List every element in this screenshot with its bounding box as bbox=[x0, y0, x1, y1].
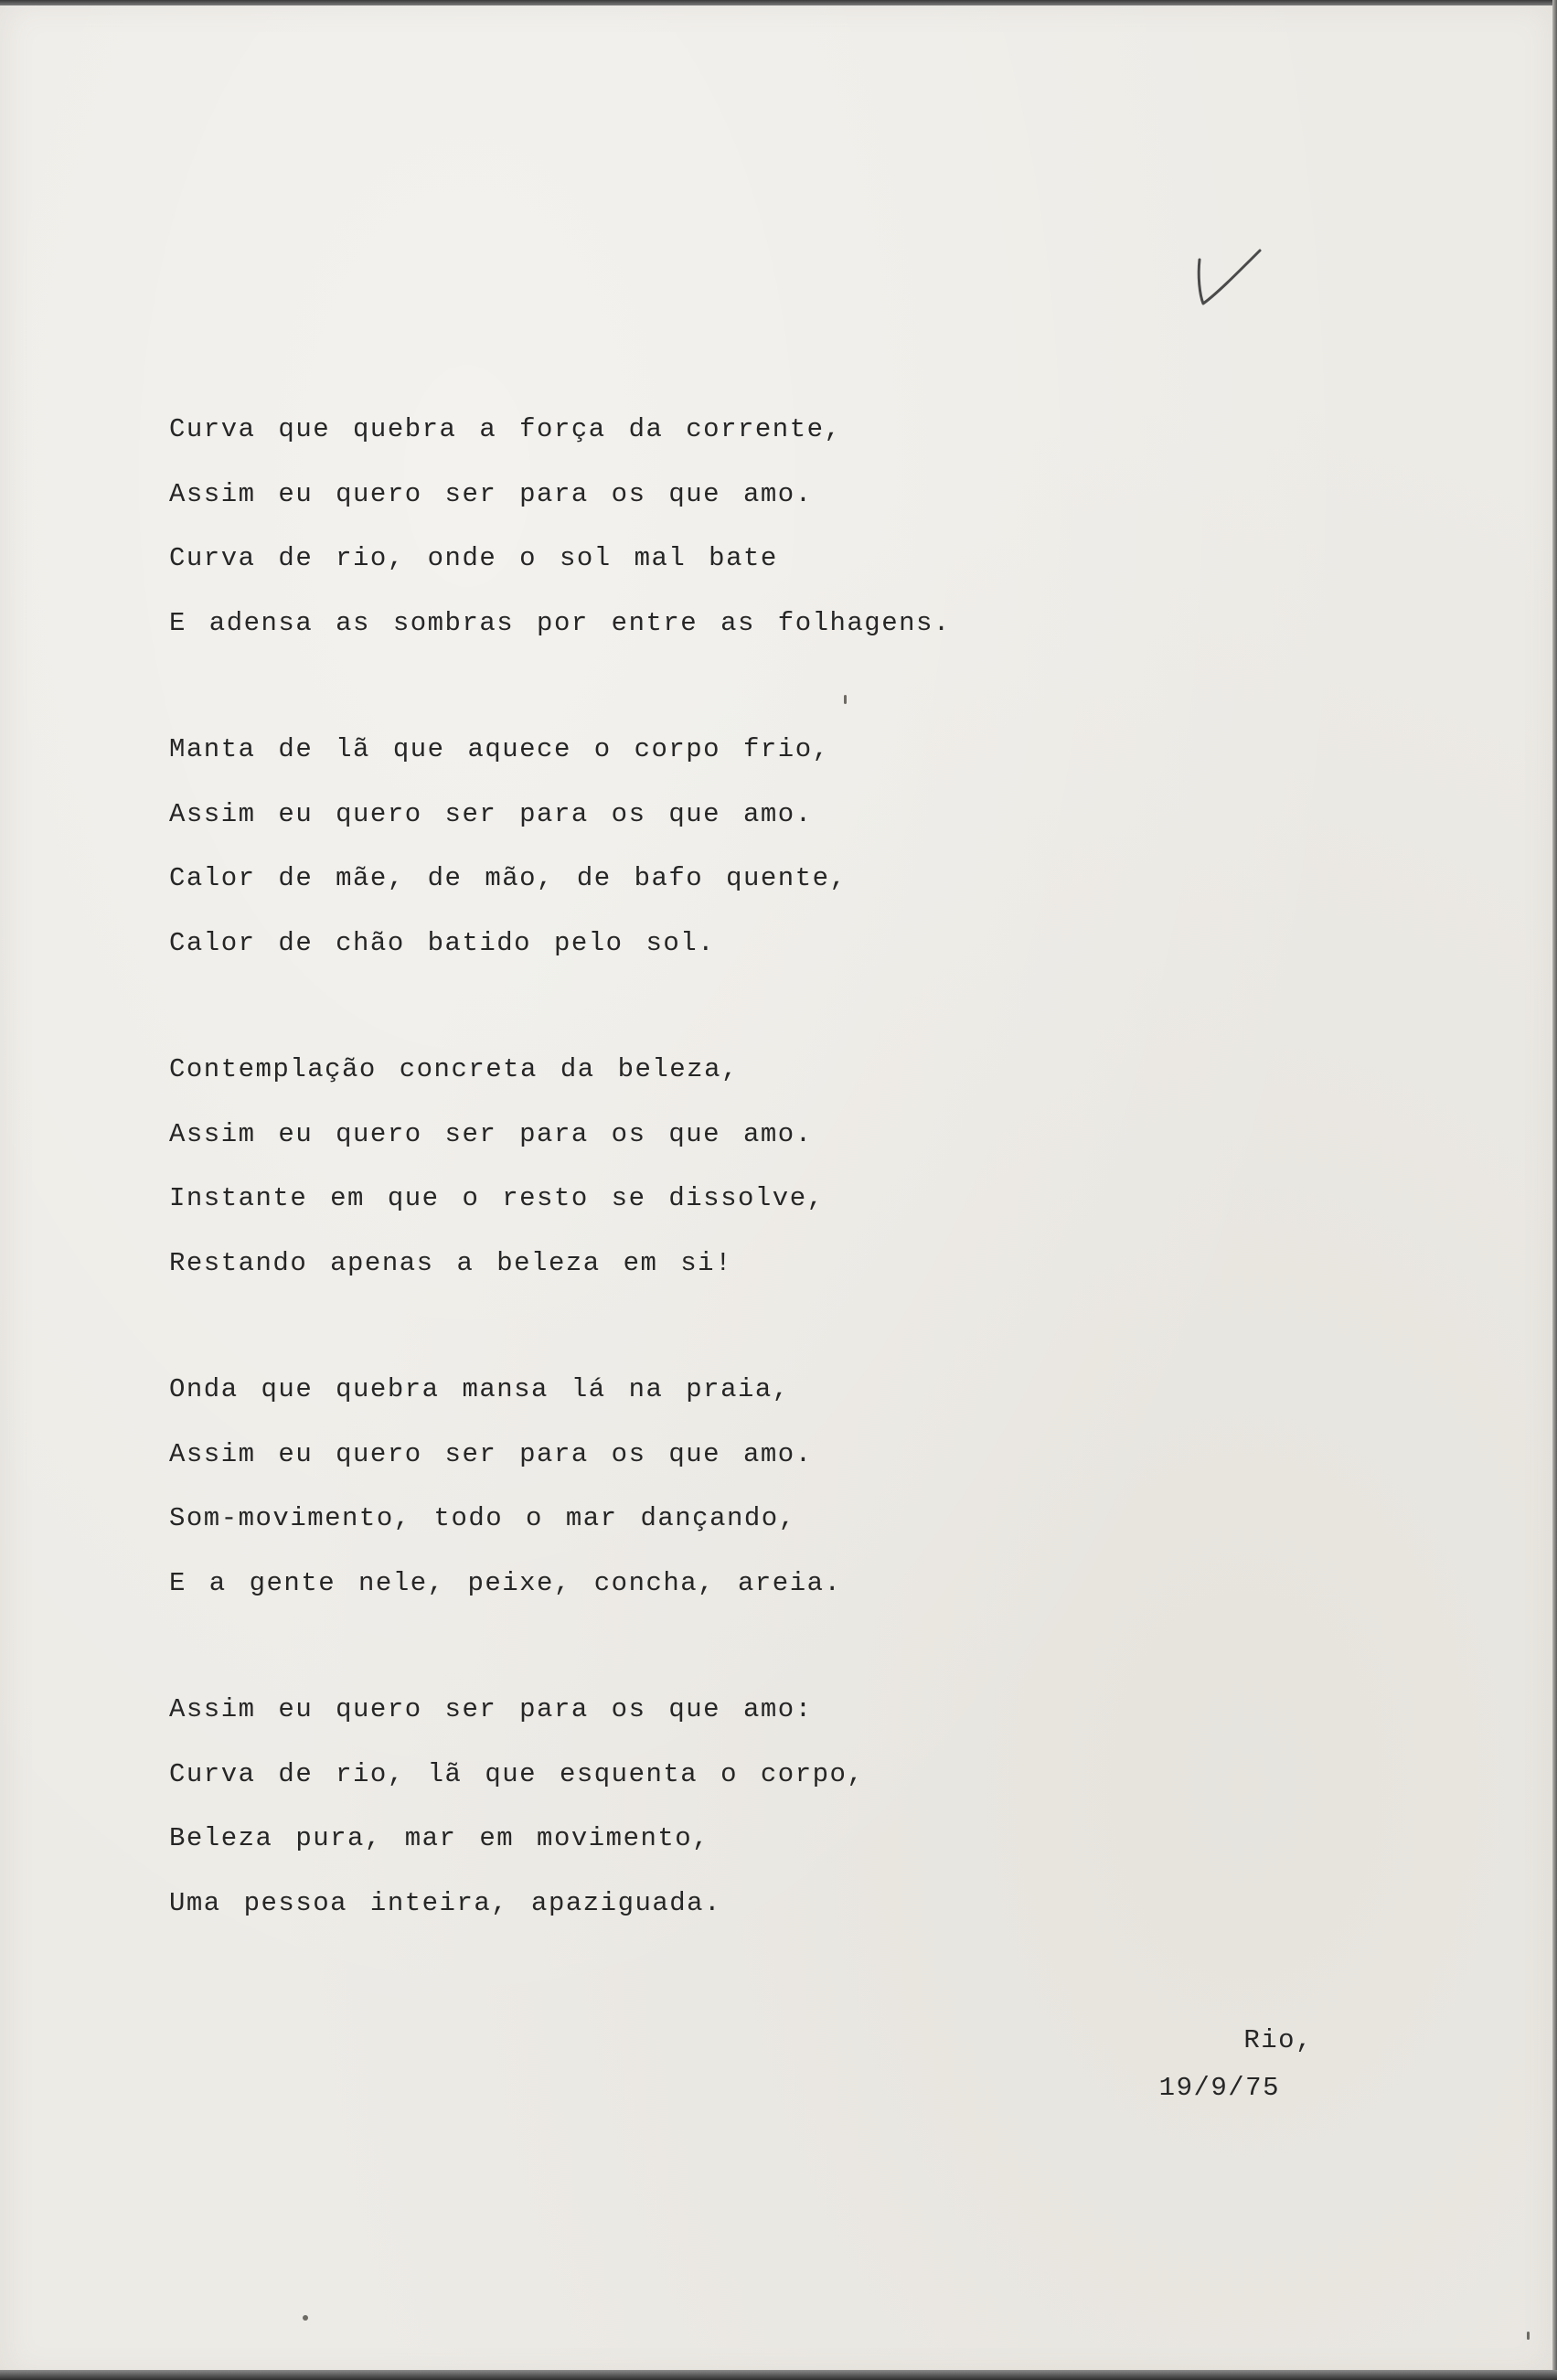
paper-speck bbox=[303, 2315, 308, 2321]
poem-line: Som-movimento, todo o mar dançando, bbox=[169, 1503, 796, 1533]
poem bbox=[169, 410, 1266, 2010]
date-label: 19/9/75 bbox=[1158, 2073, 1280, 2103]
poem-line: Instante em que o resto se dissolve, bbox=[169, 1183, 825, 1213]
poem-line: Assim eu quero ser para os que amo. bbox=[169, 1438, 813, 1469]
stanza bbox=[169, 1050, 1266, 1307]
poem-line: Beleza pura, mar em movimento, bbox=[169, 1823, 710, 1853]
poem-line: Curva de rio, lã que esquenta o corpo, bbox=[169, 1758, 865, 1789]
poem-line: E adensa as sombras por entre as folhagens. bbox=[169, 607, 951, 638]
poem-line: Manta de lã que aquece o corpo frio, bbox=[169, 734, 830, 764]
stanza bbox=[169, 1370, 1266, 1628]
stanza bbox=[169, 1690, 1266, 1948]
poem-line: Assim eu quero ser para os que amo: bbox=[169, 1694, 813, 1724]
poem-line: Curva de rio, onde o sol mal bate bbox=[169, 543, 778, 573]
poem-line: E a gente nele, peixe, concha, areia. bbox=[169, 1567, 842, 1598]
poem-line: Calor de chão batido pelo sol. bbox=[169, 927, 716, 958]
poem-line: Curva que quebra a força da corrente, bbox=[169, 414, 842, 444]
poem-line: Onda que quebra mansa lá na praia, bbox=[169, 1374, 790, 1404]
poem-line: Restando apenas a beleza em si! bbox=[169, 1247, 732, 1278]
page-right-edge bbox=[1552, 0, 1557, 2380]
poem-line: Assim eu quero ser para os que amo. bbox=[169, 798, 813, 829]
poem-line: Uma pessoa inteira, apaziguada. bbox=[169, 1887, 721, 1918]
paper-speck bbox=[1527, 2332, 1530, 2340]
poem-line: Calor de mãe, de mão, de bafo quente, bbox=[169, 863, 848, 893]
stanza bbox=[169, 410, 1266, 667]
page-bottom-edge bbox=[0, 2370, 1557, 2380]
place-label: Rio, bbox=[1243, 2025, 1313, 2055]
poem-line: Assim eu quero ser para os que amo. bbox=[169, 1118, 813, 1149]
pencil-checkmark bbox=[1189, 240, 1271, 322]
place-and-date bbox=[1051, 2021, 1326, 2116]
stanza bbox=[169, 730, 1266, 987]
paper-speck bbox=[844, 695, 847, 704]
poem-line: Contemplação concreta da beleza, bbox=[169, 1054, 739, 1084]
page-top-edge bbox=[0, 0, 1557, 5]
poem-line: Assim eu quero ser para os que amo. bbox=[169, 478, 813, 509]
